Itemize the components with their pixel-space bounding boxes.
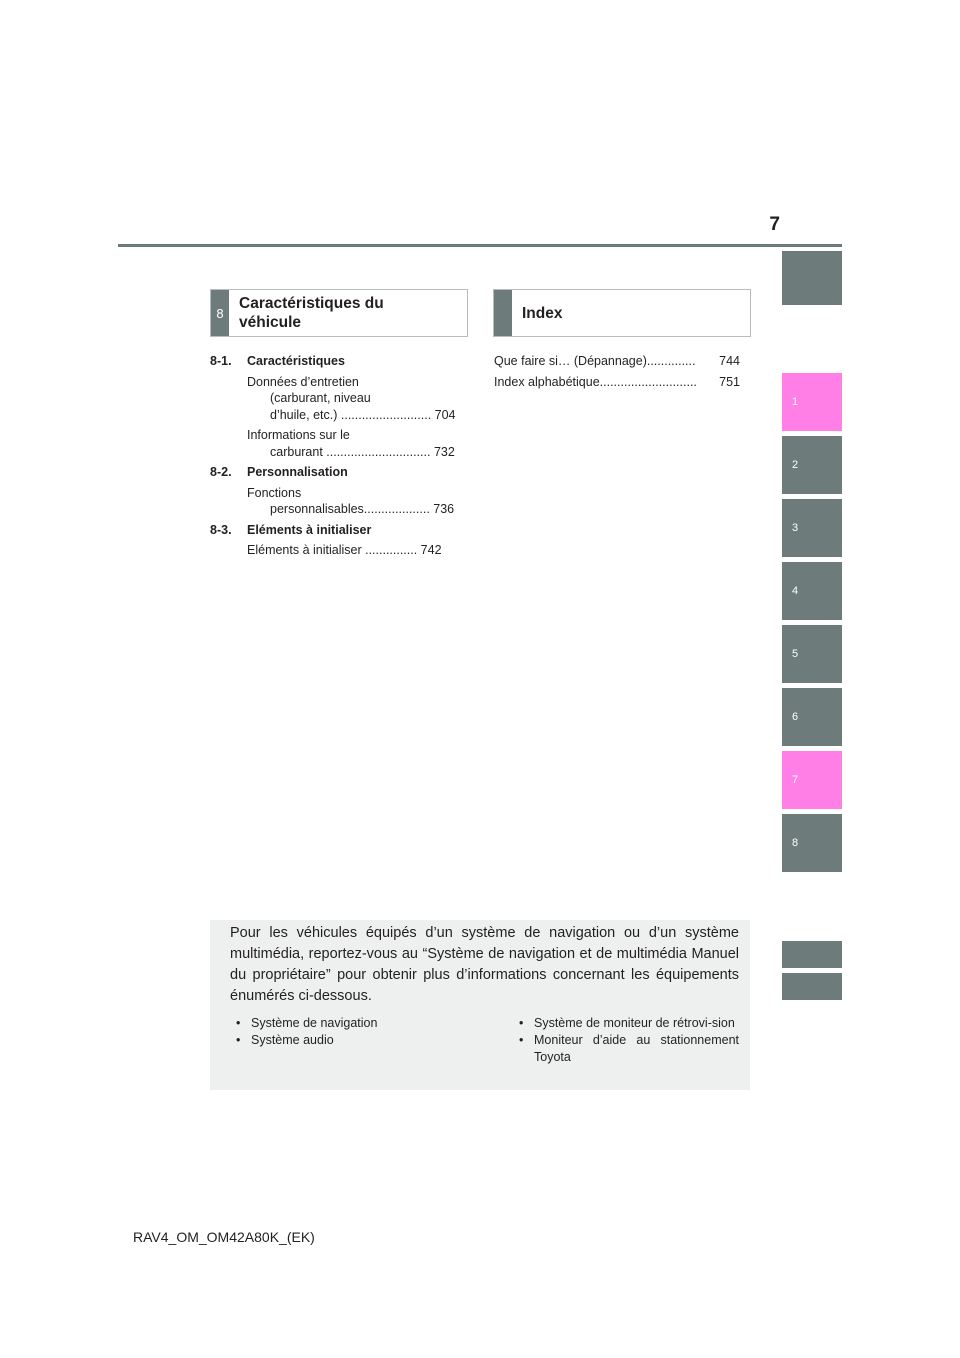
index-title: Index [522,304,563,322]
chapter-tab-label: 6 [792,711,799,723]
chapter-tab[interactable] [782,941,842,968]
page-number: 7 [769,214,780,235]
chapter-tab-7[interactable] [782,751,842,809]
top-rule [118,244,842,247]
chapter-tab-1[interactable] [782,373,842,431]
note-bullets-left [236,1015,416,1049]
chapter-tab-label: 8 [792,837,799,849]
note-bullet-text: Moniteur d’aide au stationnement Toyota [534,1033,739,1064]
toc-chapter-number: 8-3. [210,522,232,537]
toc-entry-text: Fonctions [247,485,302,500]
toc-chapter[interactable] [210,353,458,370]
index-entry-page: 744 [719,354,740,368]
chapter-tab-8[interactable] [782,814,842,872]
toc-entry-page: 736 [429,502,455,516]
bullet-icon: • [519,1016,524,1030]
chapter-tab-label: 4 [792,585,799,597]
index-entry[interactable] [494,353,740,370]
chapter-tab-label: 5 [792,648,799,660]
toc-chapter[interactable] [210,522,458,539]
chapter-tab-5[interactable] [782,625,842,683]
chapter-tab-label: 3 [792,522,799,534]
note-bullet-text: Système de navigation [251,1016,378,1030]
chapter-tab-2[interactable] [782,436,842,494]
chapter-tab[interactable] [782,251,842,305]
bullet-icon: • [236,1033,241,1047]
index-entry-page: 751 [719,374,740,389]
note-bullet [519,1015,739,1032]
note-bullets-right [519,1015,739,1066]
toc-entry-text: (carburant, niveau [270,391,371,405]
toc-entry-text: Informations sur le [247,428,350,442]
index-entry-leader: ............................ [599,374,697,389]
index-header [493,289,751,337]
bullet-icon: • [236,1016,241,1030]
toc-entry[interactable] [247,374,458,424]
section-8-title-line2: véhicule [239,314,302,331]
bullet-icon: • [519,1033,524,1047]
toc-chapter-number: 8-2. [210,465,232,479]
toc-entry[interactable] [247,427,458,460]
chapter-tab[interactable] [782,973,842,1000]
chapter-tab-label: 2 [792,459,799,471]
toc-entry[interactable] [247,542,458,559]
index-toc [494,353,740,394]
note-bullet [519,1032,739,1066]
section-8-title [239,290,384,336]
toc-chapter-title: Personnalisation [247,465,348,479]
note-bullet [236,1032,416,1049]
index-entry[interactable] [494,374,740,391]
toc-chapter-title: Caractéristiques [247,354,345,368]
toc-entry-page: 704 [431,407,456,422]
toc-entry-page: 732 [430,444,455,459]
index-marker [494,290,512,336]
section-8-number: 8 [211,290,229,336]
toc-entry-text: Données d’entretien [247,374,359,389]
toc-entry-text: d’huile, etc.) .......................... [270,407,432,422]
chapter-tab-label: 1 [792,396,799,408]
toc-chapter-title: Eléments à initialiser [247,522,372,537]
note-bullet-text: Système audio [251,1033,334,1047]
note-bullet-text: Système de moniteur de rétrovi-sion [534,1016,735,1030]
note-bullet [236,1015,416,1032]
toc-entry-text: carburant .............................. [270,444,431,459]
note-text: Pour les véhicules équipés d’un système de navigation ou d’un système multimédia, reportez-vous au “Système de navigation et de multimédia Manuel du propriétaire” pour obtenir plus d’informations concernant les équipements énumérés ci-dessous. [230,925,739,1004]
section-8-title-line1: Caractéristiques du [239,295,384,312]
toc-chapter-number: 8-1. [210,354,232,368]
chapter-tab-label: 7 [792,774,799,786]
index-entry-leader: .............. [646,354,696,368]
chapter-tab-6[interactable] [782,688,842,746]
index-entry-label: Index alphabétique [494,374,600,389]
note-box [210,920,750,1090]
chapter-tab-3[interactable] [782,499,842,557]
footer-code: RAV4_OM_OM42A80K_(EK) [133,1229,315,1245]
toc-entry[interactable] [247,485,458,518]
toc-entry-text: Eléments à initialiser ............... [247,543,418,557]
chapter-tab-4[interactable] [782,562,842,620]
toc-entry-page: 742 [417,543,442,557]
section-8-header [210,289,468,337]
toc-entry-text: personnalisables................... [270,502,430,516]
section-8-toc [210,353,458,563]
toc-chapter[interactable] [210,464,458,481]
index-entry-label: Que faire si… (Dépannage) [494,354,647,368]
